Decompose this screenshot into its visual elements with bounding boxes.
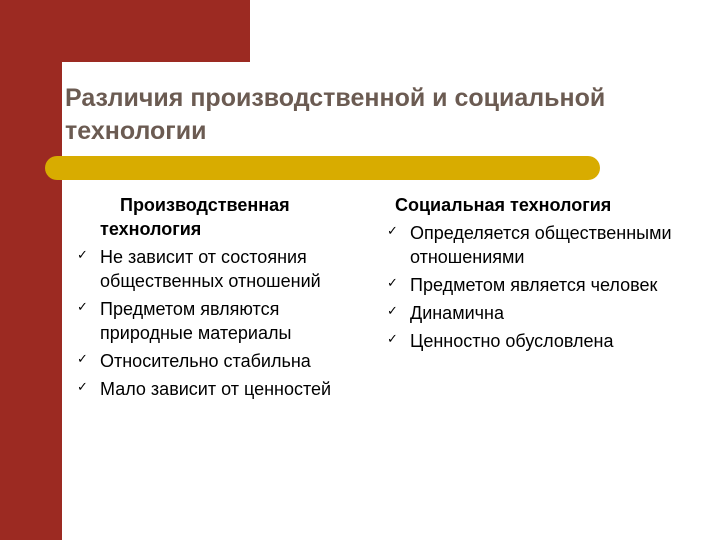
list-item <box>385 301 675 325</box>
decorative-gold-bar <box>45 156 600 180</box>
check-icon: ✓ <box>387 332 398 347</box>
decorative-red-top-block <box>0 0 250 62</box>
list-item-text: Ценностно обусловлена <box>410 331 614 351</box>
production-technology-list <box>75 245 365 401</box>
list-item <box>385 221 675 269</box>
production-technology-column <box>75 193 365 405</box>
check-icon: ✓ <box>387 304 398 319</box>
production-technology-heading: Производственная технология <box>100 195 290 239</box>
check-icon: ✓ <box>387 276 398 291</box>
list-item <box>75 245 365 293</box>
social-technology-column <box>385 193 675 357</box>
list-item <box>75 297 365 345</box>
list-item-text: Предметом являются природные материалы <box>100 299 292 343</box>
slide-title: Различия производственной и социальной технологии <box>65 84 606 145</box>
list-item-text: Динамична <box>410 303 504 323</box>
list-item <box>75 349 365 373</box>
check-icon: ✓ <box>77 380 88 395</box>
list-item <box>385 273 675 297</box>
social-technology-heading: Социальная технология <box>395 195 612 215</box>
list-item <box>385 329 675 353</box>
check-icon: ✓ <box>77 300 88 315</box>
list-item-text: Предметом является человек <box>410 275 658 295</box>
list-item-text: Не зависит от состояния общественных отношений <box>100 247 321 291</box>
check-icon: ✓ <box>387 224 398 239</box>
list-item <box>75 377 365 401</box>
check-icon: ✓ <box>77 248 88 263</box>
list-item-text: Относительно стабильна <box>100 351 311 371</box>
social-technology-list <box>385 221 675 353</box>
list-item-text: Определяется общественными отношениями <box>410 223 672 267</box>
list-item-text: Мало зависит от ценностей <box>100 379 332 399</box>
decorative-red-side-bar <box>0 0 62 540</box>
check-icon: ✓ <box>77 352 88 367</box>
